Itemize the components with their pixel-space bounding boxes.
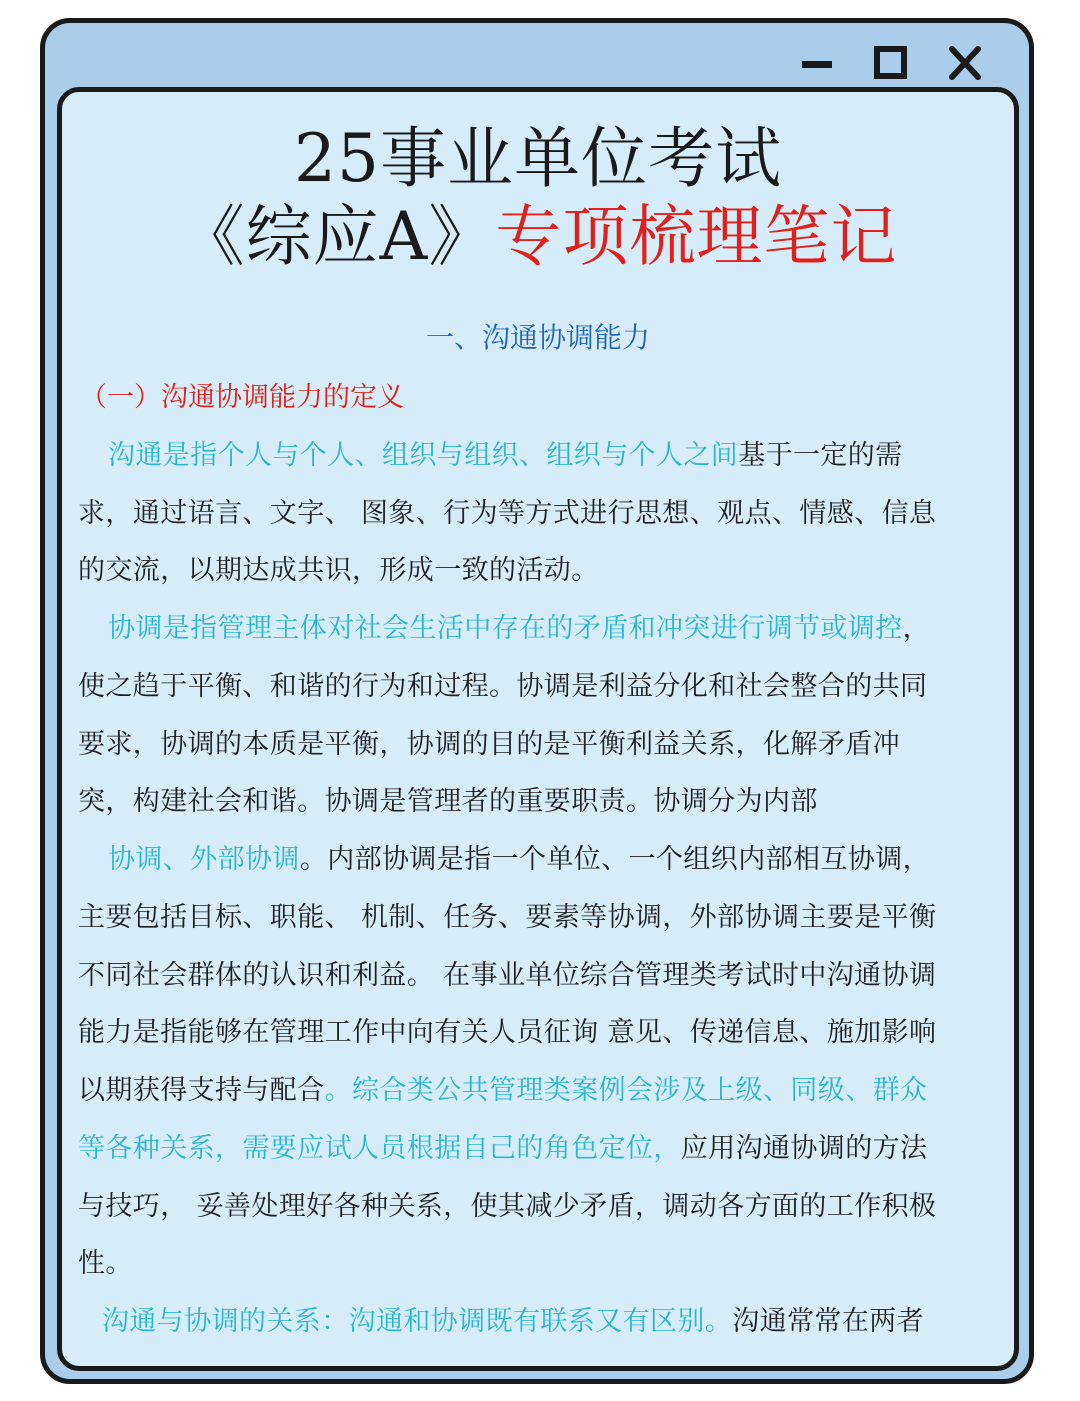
title-line-1: 25事业单位考试 — [294, 120, 782, 197]
paragraph-line: 求，通过语言、文字、 图象、行为等方式进行思想、观点、情感、信息 — [78, 498, 937, 529]
paragraph-line — [108, 606, 930, 645]
title-line-2-black: 《综应A》 — [178, 198, 496, 275]
paragraph-line: 突，构建社会和谐。协调是管理者的重要职责。协调分为内部 — [78, 786, 818, 817]
paragraph-line — [102, 1299, 924, 1338]
highlight-text: 。综合类公共管理类案例会涉及上级、同级、群众 — [324, 1075, 928, 1106]
highlight-text: 协调是指管理主体对社会生活中存在的矛盾和冲突进行调节或调控 — [108, 613, 903, 644]
paragraph-line — [78, 1126, 927, 1165]
paragraph-line: 的交流，以期达成共识，形成一致的活动。 — [78, 555, 599, 586]
minimize-icon[interactable] — [797, 45, 837, 81]
body-text: 。内部协调是指一个单位、一个组织内部相互协调， — [299, 844, 931, 875]
paragraph-line: 主要包括目标、职能、 机制、任务、要素等协调，外部协调主要是平衡 — [78, 902, 937, 933]
close-icon[interactable] — [945, 45, 985, 81]
body-text: 基于一定的需 — [738, 440, 903, 471]
title-line-2 — [62, 198, 1014, 276]
section-heading: 一、沟通协调能力 — [425, 321, 650, 354]
paragraph-line — [108, 433, 903, 472]
paragraph-line: 要求，协调的本质是平衡，协调的目的是平衡利益关系，化解矛盾冲 — [78, 729, 900, 760]
paragraph-line — [108, 837, 930, 876]
paragraph-line: 能力是指能够在管理工作中向有关人员征询 意见、传递信息、施加影响 — [78, 1017, 937, 1048]
highlight-text: 协调、外部协调 — [108, 844, 300, 875]
highlight-text: 沟通是指个人与个人、组织与组织、组织与个人之间 — [108, 440, 739, 471]
paragraph-line: 与技巧， 妥善处理好各种关系，使其减少矛盾，调动各方面的工作积极 — [78, 1191, 937, 1222]
paragraph-line: 不同社会群体的认识和利益。 在事业单位综合管理类考试时中沟通协调 — [78, 960, 937, 991]
paragraph-line: 性。 — [78, 1248, 133, 1279]
body-text: 沟通常常在两者 — [732, 1306, 925, 1337]
highlight-text: 等各种关系，需要应试人员根据自己的角色定位， — [78, 1133, 681, 1164]
page-title — [62, 120, 1014, 276]
subsection-heading: （一）沟通协调能力的定义 — [80, 382, 404, 413]
window-frame — [40, 18, 1034, 1384]
paragraph-line — [78, 1068, 927, 1107]
title-line-2-red: 专项梳理笔记 — [495, 198, 898, 275]
body-text: 以期获得支持与配合 — [78, 1075, 325, 1106]
maximize-icon[interactable] — [871, 45, 911, 81]
paragraph-line: 使之趋于平衡、和谐的行为和过程。协调是利益分化和社会整合的共同 — [78, 671, 928, 702]
body-text: 应用沟通协调的方法 — [680, 1133, 928, 1164]
highlight-text: 沟通与协调的关系：沟通和协调既有联系又有区别。 — [102, 1306, 733, 1337]
content-panel — [57, 87, 1019, 1371]
body-text: ， — [902, 613, 931, 644]
